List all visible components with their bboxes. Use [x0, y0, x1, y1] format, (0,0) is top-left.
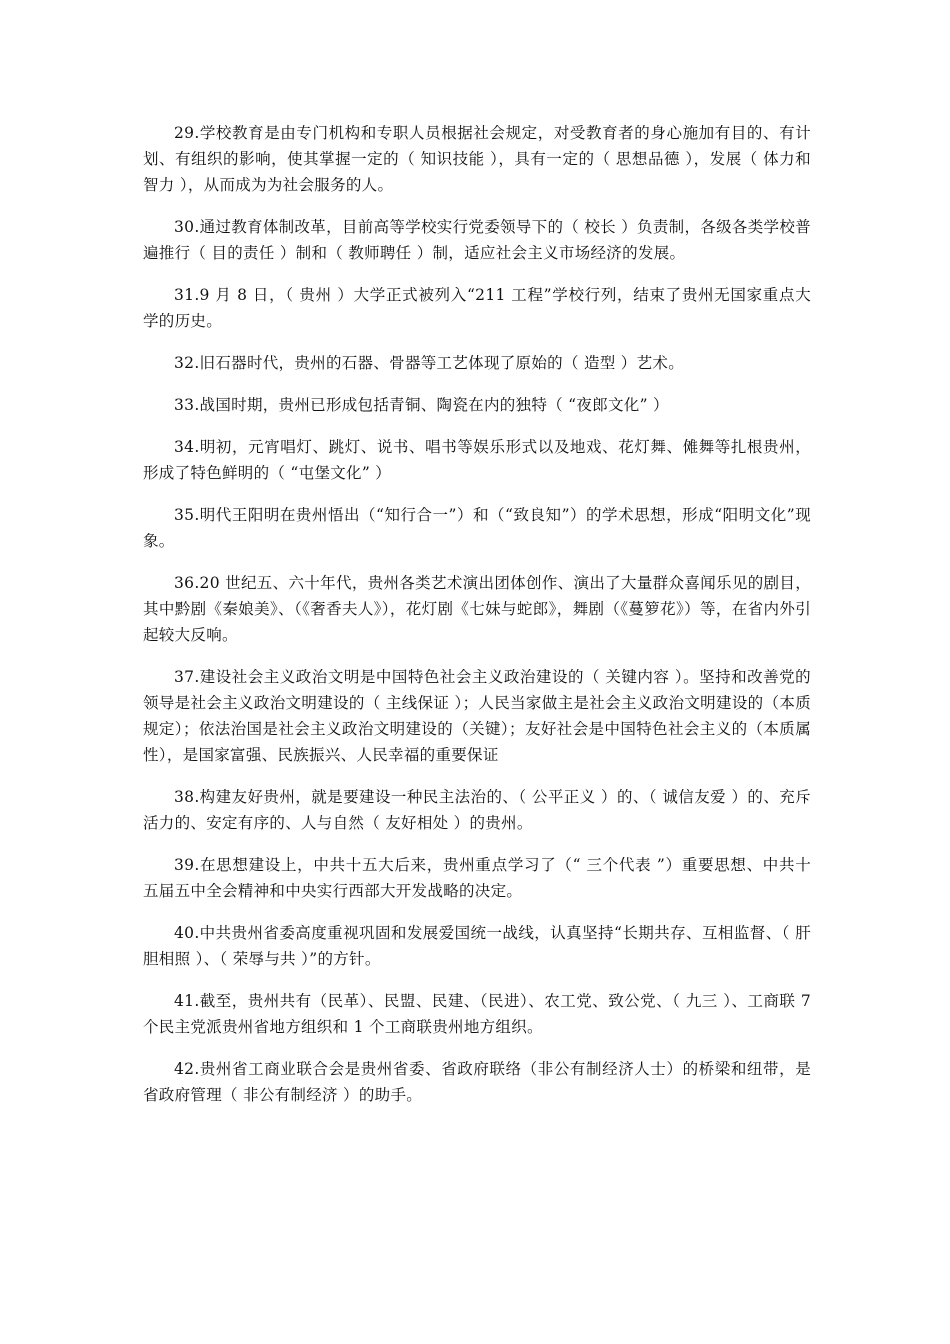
paragraph-39: 39.在思想建设上，中共十五大后来，贵州重点学习了（“ 三个代表 ”）重要思想、中共十五届五中全会精神和中央实行西部大开发战略的决定。: [143, 856, 811, 900]
paragraph-31: 31.9 月 8 日，（ 贵州 ）大学正式被列入“211 工程”学校行列，结束了贵州无国家重点大学的历史。: [143, 286, 811, 330]
paragraph-36: 36.20 世纪五、六十年代，贵州各类艺术演出团体创作、演出了大量群众喜闻乐见的剧目，其中黔剧《秦娘美》、（《奢香夫人》），花灯剧《七妹与蛇郎》，舞剧（《蔓箩花》）等，在省内外引起较大反响。: [143, 574, 811, 644]
paragraph-38: 38.构建友好贵州，就是要建设一种民主法治的、（ 公平正义 ）的、（ 诚信友爱 ）的、充斥活力的、安定有序的、人与自然（ 友好相处 ）的贵州。: [143, 788, 811, 832]
document-page: [143, 120, 811, 1124]
paragraph-33: 33.战国时期，贵州已形成包括青铜、陶瓷在内的独特（ “夜郎文化” ）: [174, 396, 669, 414]
paragraph-32: 32.旧石器时代，贵州的石器、骨器等工艺体现了原始的（ 造型 ）艺术。: [174, 354, 685, 372]
paragraph-42: 42.贵州省工商业联合会是贵州省委、省政府联络（非公有制经济人士）的桥梁和纽带，是省政府管理（ 非公有制经济 ）的助手。: [143, 1060, 811, 1104]
paragraph-35: 35.明代王阳明在贵州悟出（“知行合一”）和（“致良知”）的学术思想，形成“阳明文化”现象。: [143, 506, 811, 550]
paragraph-41: 41.截至，贵州共有（民革）、民盟、民建、（民进）、农工党、致公党、（ 九三 ）、工商联 7 个民主党派贵州省地方组织和 1 个工商联贵州地方组织。: [143, 992, 811, 1036]
paragraph-29: 29.学校教育是由专门机构和专职人员根据社会规定，对受教育者的身心施加有目的、有计划、有组织的影响，使其掌握一定的（ 知识技能 ），具有一定的（ 思想品德 ），发展（ 体力和智力 ），从而成为为社会服务的人。: [143, 124, 811, 194]
paragraph-34: 34.明初，元宵唱灯、跳灯、说书、唱书等娱乐形式以及地戏、花灯舞、傩舞等扎根贵州，形成了特色鲜明的（ “屯堡文化” ）: [143, 438, 811, 482]
paragraph-30: 30.通过教育体制改革，目前高等学校实行党委领导下的（ 校长 ）负责制，各级各类学校普遍推行（ 目的责任 ）制和（ 教师聘任 ）制，适应社会主义市场经济的发展。: [143, 218, 811, 262]
paragraph-37: 37.建设社会主义政治文明是中国特色社会主义政治建设的（ 关键内容 ）。坚持和改善党的领导是社会主义政治文明建设的（ 主线保证 ）；人民当家做主是社会主义政治文明建设的（本质规定）；依法治国是社会主义政治文明建设的（关键）；友好社会是中国特色社会主义的（本质属性），是国家富强、民族振兴、人民幸福的重要保证: [143, 668, 811, 764]
paragraph-40: 40.中共贵州省委高度重视巩固和发展爱国统一战线，认真坚持“长期共存、互相监督、（ 肝胆相照 ）、（ 荣辱与共 ）”的方针。: [143, 924, 811, 968]
